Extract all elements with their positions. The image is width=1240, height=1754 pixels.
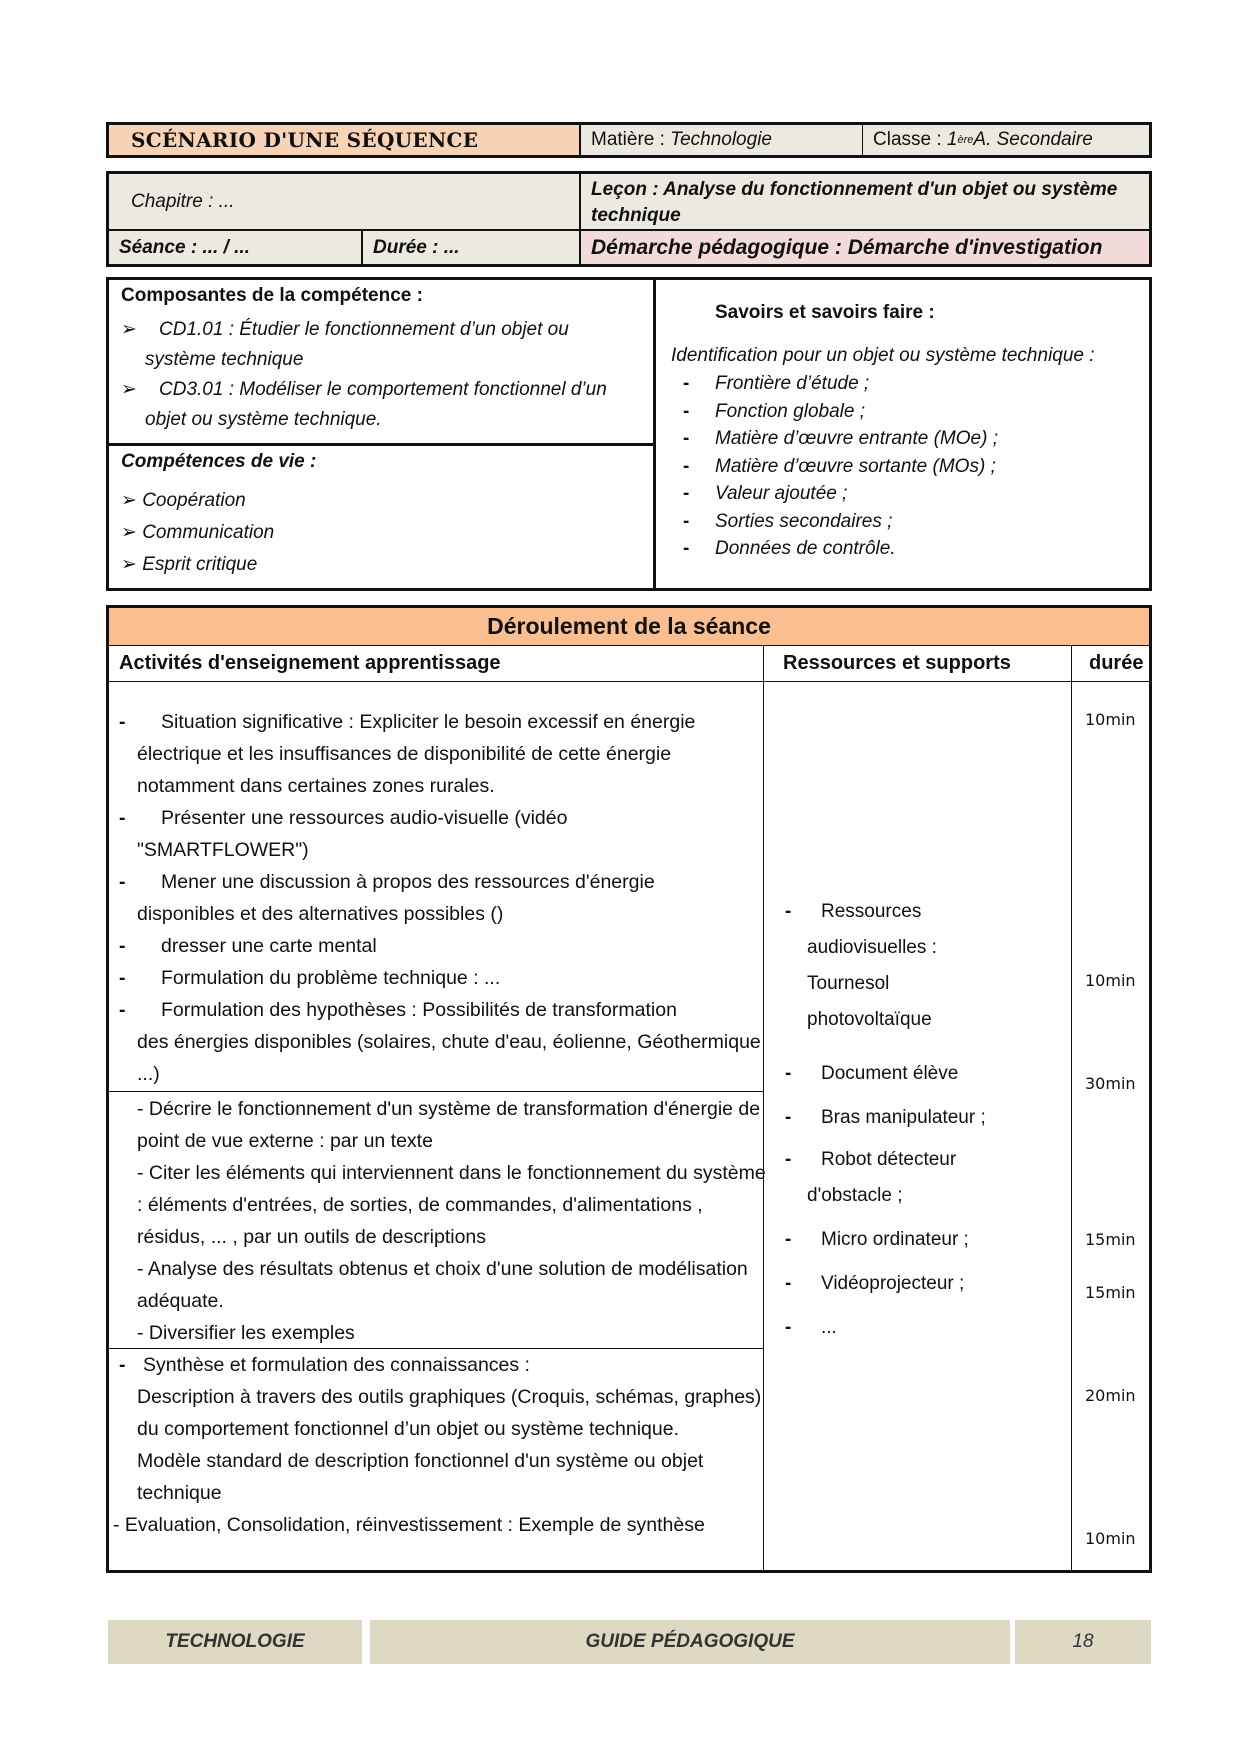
activity-text: Situation significative : Expliciter le besoin excessif en énergie: [161, 711, 696, 733]
lesson-info: [106, 171, 1152, 267]
activity-text: disponibles et des alternatives possibles (): [137, 903, 504, 925]
activity-item: [119, 706, 769, 738]
activity-text: Présenter une ressources audio-visuelle (vidéo: [161, 807, 568, 829]
savoirs-item-text: Données de contrôle.: [715, 538, 896, 559]
savoirs-item: [671, 480, 1139, 508]
duree-value: 10min: [1085, 971, 1136, 990]
ressource-item: [781, 1310, 1071, 1346]
row-divider: [109, 1091, 763, 1092]
classe-num: 1: [946, 129, 958, 150]
dash-bullet-icon: -: [119, 999, 126, 1021]
matiere-field: [581, 125, 863, 155]
composantes-section: [109, 280, 653, 446]
header-ressources: Ressources et supports: [783, 652, 1011, 674]
competence-item-text: CD3.01 : Modéliser le comportement fonctionnel d’un objet ou système technique.: [145, 379, 607, 430]
matiere-label: Matière :: [591, 129, 665, 150]
activity-item: [119, 994, 769, 1026]
savoirs-item: [671, 453, 1139, 481]
header-duree: durée: [1089, 652, 1144, 674]
activity-item: [119, 930, 769, 962]
competence-item-text: CD1.01 : Étudier le fonctionnement d’un objet ou système technique: [145, 319, 569, 370]
competence-left: [109, 280, 656, 588]
activity-text: - Décrire le fonctionnement d'un système de transformation d'énergie de point de vue externe : par un texte: [137, 1098, 761, 1152]
composantes-title: Composantes de la compétence :: [121, 285, 423, 306]
ressource-item: [781, 894, 1071, 930]
dash-bullet-icon: -: [785, 1317, 792, 1338]
matiere-value: Technologie: [670, 129, 772, 150]
ressource-text: Document élève: [821, 1063, 959, 1084]
arrow-bullet-icon: ➢: [121, 379, 137, 400]
vie-title: Compétences de vie :: [121, 451, 317, 472]
ressource-text: Robot détecteur: [821, 1149, 957, 1170]
arrow-bullet-icon: ➢: [121, 522, 137, 543]
dash-bullet-icon: -: [119, 935, 126, 957]
savoirs-item-text: Frontière d’étude ;: [715, 373, 870, 394]
lecon-field: Leçon : Analyse du fonctionnement d'un objet ou système technique: [581, 174, 1149, 231]
dash-bullet-icon: -: [119, 1354, 126, 1376]
classe-value: A. Secondaire: [973, 129, 1093, 150]
sequence-title: SCÉNARIO D'UNE SÉQUENCE: [109, 125, 581, 155]
vie-item-text: Coopération: [142, 490, 246, 511]
arrow-bullet-icon: ➢: [121, 319, 137, 340]
ressources-list: [781, 894, 1071, 1346]
dash-bullet-icon: -: [683, 428, 690, 449]
footer-page-number: 18: [1015, 1620, 1151, 1664]
vie-item: [121, 517, 641, 549]
activity-text: Description à travers des outils graphiques (Croquis, schémas, graphes) du comportement fonctionnel d’un objet ou système technique.: [137, 1386, 762, 1440]
dash-bullet-icon: -: [119, 871, 126, 893]
activity-item: [119, 866, 769, 898]
savoirs-item-text: Matière d’œuvre sortante (MOs) ;: [715, 455, 996, 477]
ressource-text: audiovisuelles : Tournesol photovoltaïque: [807, 937, 937, 1030]
activity-text: - Analyse des résultats obtenus et choix d'une solution de modélisation adéquate.: [137, 1258, 748, 1312]
activity-text: Synthèse et formulation des connaissances :: [143, 1354, 530, 1376]
activity-text: Formulation des hypothèses : Possibilités de transformation: [161, 999, 677, 1021]
ressource-text: Vidéoprojecteur ;: [821, 1273, 965, 1294]
activity-text: Modèle standard de description fonctionnel d'un système ou objet technique: [137, 1450, 704, 1504]
footer-left: TECHNOLOGIE: [108, 1620, 362, 1664]
sequence-header: [106, 122, 1152, 158]
classe-field: [863, 125, 1149, 155]
duree-value: 30min: [1085, 1074, 1136, 1093]
dash-bullet-icon: -: [785, 1229, 792, 1250]
savoirs-item: [671, 370, 1139, 398]
activity-text: - Citer les éléments qui interviennent dans le fonctionnement du système : éléments d'entrées, de sorties, de commandes, d'alimentations , résidus, ... , par un outils de descriptions: [137, 1162, 766, 1248]
header-activites: Activités d'enseignement apprentissage: [119, 652, 501, 674]
duree-value: 15min: [1085, 1283, 1136, 1302]
competence-item: [121, 315, 641, 375]
savoirs-item-text: Valeur ajoutée ;: [715, 483, 848, 504]
competence-item: [121, 375, 641, 435]
dash-bullet-icon: -: [119, 807, 126, 829]
dash-bullet-icon: -: [683, 483, 690, 504]
activity-item: [119, 802, 769, 834]
dash-bullet-icon: -: [683, 400, 690, 422]
activities-section-1: [119, 706, 769, 1090]
dash-bullet-icon: -: [785, 1063, 792, 1084]
dash-bullet-icon: -: [683, 510, 690, 532]
deroulement-title: Déroulement de la séance: [109, 608, 1149, 646]
ressource-item: [781, 1142, 1071, 1178]
ressource-item: [781, 1056, 1071, 1092]
duree-value: 10min: [1085, 1529, 1136, 1548]
table-header-row: [109, 646, 1149, 682]
savoirs-item: [671, 535, 1139, 563]
seance-field: Séance : ... / ...: [109, 231, 363, 264]
dash-bullet-icon: -: [683, 455, 690, 477]
classe-label: Classe :: [873, 129, 942, 150]
ressource-item: [781, 1100, 1071, 1136]
dash-bullet-icon: -: [785, 1107, 792, 1128]
footer-center: GUIDE PÉDAGOGIQUE: [370, 1620, 1010, 1664]
ressource-text: d'obstacle ;: [807, 1185, 903, 1206]
dash-bullet-icon: -: [785, 1149, 792, 1170]
dash-bullet-icon: -: [683, 373, 690, 394]
activity-text: des énergies disponibles (solaires, chute d'eau, éolienne, Géothermique ...): [137, 1031, 761, 1085]
column-divider: [1071, 646, 1072, 1570]
competences-vie-section: [109, 446, 653, 588]
duree-value: 10min: [1085, 710, 1136, 729]
vie-item: [121, 549, 641, 581]
dash-bullet-icon: -: [785, 1273, 792, 1294]
activities-section-3: [113, 1349, 763, 1541]
activity-text: "SMARTFLOWER"): [137, 839, 309, 861]
ressource-item: [781, 1222, 1071, 1258]
savoirs-title: Savoirs et savoirs faire :: [715, 302, 935, 323]
savoirs-item: [671, 425, 1139, 453]
activities-section-2: [119, 1093, 769, 1349]
demarche-field: Démarche pédagogique : Démarche d'investigation: [581, 231, 1149, 264]
deroulement-table: [106, 605, 1152, 1573]
savoirs-item: [671, 398, 1139, 426]
savoirs-item-text: Fonction globale ;: [715, 400, 865, 422]
savoirs-item: [671, 508, 1139, 536]
competence-block: [106, 277, 1152, 591]
dash-bullet-icon: -: [785, 901, 792, 922]
dash-bullet-icon: -: [683, 538, 690, 559]
duree-value: 20min: [1085, 1386, 1136, 1405]
activity-text: dresser une carte mental: [161, 935, 377, 957]
dash-bullet-icon: -: [119, 967, 126, 989]
ressource-text: Ressources: [821, 901, 922, 922]
activity-text: Formulation du problème technique : ...: [161, 967, 501, 989]
savoirs-intro: Identification pour un objet ou système technique :: [671, 345, 1095, 366]
activity-item: [119, 962, 769, 994]
chapitre-field: Chapitre : ...: [109, 174, 581, 231]
ressource-text: Bras manipulateur ;: [821, 1107, 986, 1128]
activity-text: - Evaluation, Consolidation, réinvestissement : Exemple de synthèse: [113, 1514, 705, 1536]
activity-text: électrique et les insuffisances de disponibilité de cette énergie notamment dans certaines zones rurales.: [137, 743, 672, 797]
savoirs-item-text: Sorties secondaires ;: [715, 510, 893, 532]
activity-text: Mener une discussion à propos des ressources d'énergie: [161, 871, 655, 893]
duree-field: Durée : ...: [363, 231, 581, 264]
savoirs-item-text: Matière d’œuvre entrante (MOe) ;: [715, 428, 998, 449]
activity-text: - Diversifier les exemples: [137, 1322, 355, 1344]
dash-bullet-icon: -: [119, 711, 126, 733]
classe-sup: ère: [957, 134, 974, 146]
ressource-item: [781, 1266, 1071, 1302]
arrow-bullet-icon: ➢: [121, 490, 137, 511]
ressource-text: Micro ordinateur ;: [821, 1229, 969, 1250]
arrow-bullet-icon: ➢: [121, 554, 137, 575]
activity-item: [113, 1349, 763, 1381]
duree-value: 15min: [1085, 1230, 1136, 1249]
savoirs-section: [659, 280, 1149, 588]
vie-item: [121, 485, 641, 517]
vie-item-text: Esprit critique: [142, 554, 258, 575]
vie-item-text: Communication: [142, 522, 275, 543]
ressource-text: ...: [821, 1317, 837, 1338]
